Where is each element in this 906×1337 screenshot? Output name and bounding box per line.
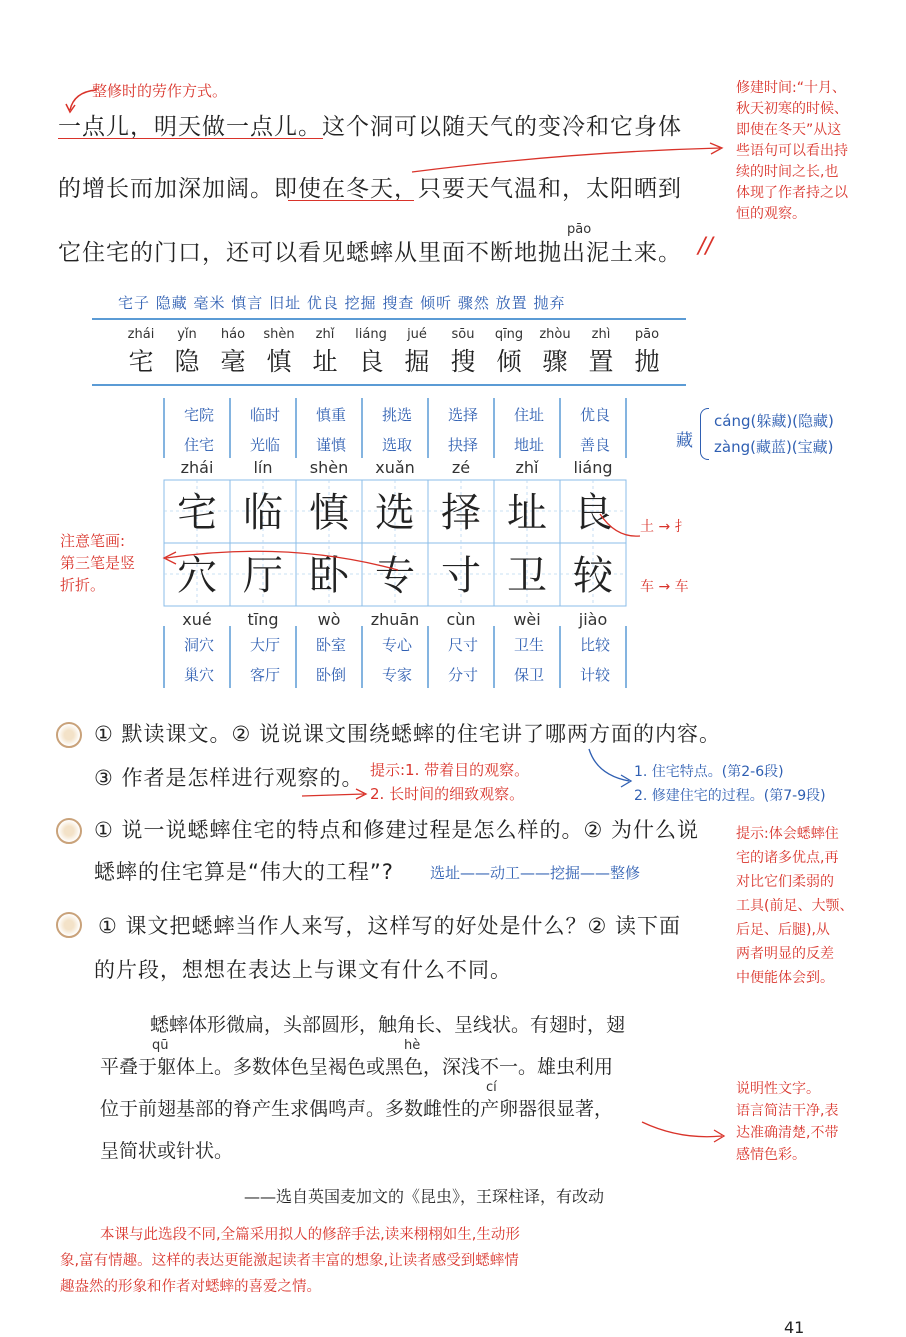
- word-pair: 宅院 住宅: [183, 406, 214, 454]
- word-pair: 选择 抉择: [447, 406, 478, 454]
- arrow-icon: [596, 506, 646, 546]
- stroke-note: 注意笔画: 第三笔是竖 折折。: [60, 532, 136, 594]
- grid-top-words: [166, 400, 628, 460]
- q1-answer: 1. 住宅特点。(第2-6段) 2. 修建住宅的过程。(第7-9段): [634, 764, 826, 804]
- paragraph-line: 的增长而加深加阔。即使在冬天，只要天气温和，太阳晒到: [58, 176, 682, 202]
- grid-bottom-words: [166, 630, 628, 690]
- question-icon: [56, 818, 82, 844]
- question-icon: [56, 722, 82, 748]
- question-icon: [56, 912, 82, 938]
- underline: [58, 138, 323, 139]
- word-pair: 慎重 谨慎: [315, 406, 346, 454]
- char-item: pāo 抛: [634, 327, 660, 376]
- page-number: 41: [784, 1318, 805, 1337]
- char-item: sōu 搜: [450, 327, 476, 376]
- char-item: zhì 置: [588, 327, 614, 376]
- char-item: zhái 宅: [127, 327, 155, 376]
- excerpt-line: 蟋蟀体形微扁，头部圆形，触角长、呈线状。有翅时，翅: [150, 1014, 626, 1036]
- question-2-line: ① 说一说蟋蟀住宅的特点和修建过程是怎么样的。② 为什么说: [94, 818, 700, 842]
- arrow-icon: [585, 745, 635, 795]
- arrow-icon: [640, 1118, 730, 1148]
- char-item: háo 毫: [220, 327, 246, 376]
- word-pair: 比较 计较: [579, 636, 610, 684]
- arrow-icon: [300, 782, 370, 802]
- word-pair: 卫生 保卫: [513, 636, 544, 684]
- vocab-words: 宅子 隐藏 毫米 慎言 旧址 优良 挖掘 搜查 倾听 骤然 放置 抛弃: [118, 294, 566, 312]
- grid-bottom-chars: 穴 厅 卧 专 寸 卫 较: [177, 553, 613, 599]
- excerpt-source: ——选自英国麦加文的《昆虫》，王琛柱译，有改动: [244, 1187, 605, 1206]
- divider: [92, 318, 686, 320]
- grid-top-pinyin: zhái lín shèn xuǎn zé zhǐ liáng: [180, 458, 613, 477]
- char-item: liáng 良: [355, 327, 387, 376]
- divider: [92, 384, 686, 386]
- word-pair: 优良 善良: [579, 406, 610, 454]
- pinyin: hè: [404, 1038, 421, 1053]
- excerpt-line: 呈简状或针状。: [100, 1140, 234, 1162]
- arrow-icon: [410, 140, 730, 180]
- annotation-right-3: 说明性文字。 语言简洁干净,表 达准确清楚,不带 感情色彩。: [736, 1081, 839, 1163]
- word-pair: 专心 专家: [381, 636, 412, 684]
- annotation-right-1: 修建时间:“十月、 秋天初寒的时候、 即使在冬天”从这 些语句可以看出持 续的时间之长,也 体现了作者持之以 恒的观察。: [736, 80, 848, 222]
- q1-hint: 提示:1. 带着目的观察。 2. 长时间的细致观察。: [370, 761, 530, 803]
- pinyin: cí: [486, 1080, 497, 1095]
- q2-flow: 选址——动工——挖掘——整修: [430, 864, 641, 882]
- word-pair: 临时 光临: [249, 406, 280, 454]
- char-item: qīng 倾: [494, 327, 524, 376]
- paragraph-line: 它住宅的门口，还可以看见蟋蟀从里面不断地抛出泥土来。: [58, 240, 682, 266]
- pinyin: pāo: [567, 222, 592, 237]
- grid-bottom-pinyin: xué tīng wò zhuān cùn wèi jiào: [182, 610, 608, 629]
- annotation-top: 整修时的劳作方式。: [92, 82, 228, 100]
- char-item: zhòu 骤: [539, 327, 571, 376]
- radical-note: 车 → 车: [640, 579, 689, 595]
- excerpt-line: 平叠于躯体上。多数体色呈褐色或黑色，深浅不一。雄虫利用: [100, 1056, 614, 1078]
- question-2-line: 蟋蟀的住宅算是“伟大的工程”?: [94, 860, 394, 884]
- brace: [700, 408, 709, 460]
- paragraph-line: 一点儿，明天做一点儿。这个洞可以随天气的变冷和它身体: [58, 114, 682, 140]
- question-1-line: ① 默读课文。② 说说课文围绕蟋蟀的住宅讲了哪两方面的内容。: [94, 722, 722, 746]
- word-pair: 大厅 客厅: [249, 636, 280, 684]
- pinyin: qū: [152, 1038, 169, 1053]
- question-3-line: ① 课文把蟋蟀当作人来写，这样写的好处是什么？② 读下面: [98, 914, 682, 938]
- underline: [288, 200, 414, 201]
- arrow-icon: [158, 520, 408, 580]
- grid-top-chars: 宅 临 慎 选 择 址 良: [177, 490, 613, 536]
- excerpt-line: 位于前翅基部的脊产生求偶鸣声。多数雌性的产卵器很显著，: [100, 1098, 614, 1120]
- q2-hint: 提示:体会蟋蟀住 宅的诸多优点,再 对比它们柔弱的 工具(前足、大颚、 后足、后腿),从 两者明显的反差 中便能体会到。: [736, 826, 854, 986]
- radical-note: 土 → 扌: [640, 519, 689, 535]
- word-pair: 挑选 选取: [381, 406, 412, 454]
- char-item: shèn 慎: [263, 327, 295, 376]
- question-1-line: ③ 作者是怎样进行观察的。: [94, 766, 364, 790]
- new-chars-row: [118, 327, 678, 378]
- cang-note: cáng(躲藏)(隐藏) zàng(藏蓝)(宝藏): [714, 412, 834, 456]
- char-item: zhǐ 址: [312, 327, 338, 376]
- char-item: jué 掘: [404, 327, 430, 376]
- word-pair: 住址 地址: [513, 406, 544, 454]
- char-item: yǐn 隐: [174, 327, 200, 376]
- annotation-bottom: 本课与此选段不同,全篇采用拟人的修辞手法,读来栩栩如生,生动形 象,富有情趣。这样的表达更能激起读者丰富的想象,让读者感受到蟋蟀情 趣盎然的形象和作者对蟋蟀的喜爱之情。: [60, 1227, 520, 1295]
- word-pair: 尺寸 分寸: [447, 636, 478, 684]
- question-3-line: 的片段，想想在表达上与课文有什么不同。: [94, 958, 512, 982]
- paragraph-end-mark: //: [698, 234, 713, 259]
- word-pair: 卧室 卧倒: [315, 636, 346, 684]
- word-pair: 洞穴 巢穴: [183, 636, 214, 684]
- cang-note-head: 藏: [676, 431, 693, 451]
